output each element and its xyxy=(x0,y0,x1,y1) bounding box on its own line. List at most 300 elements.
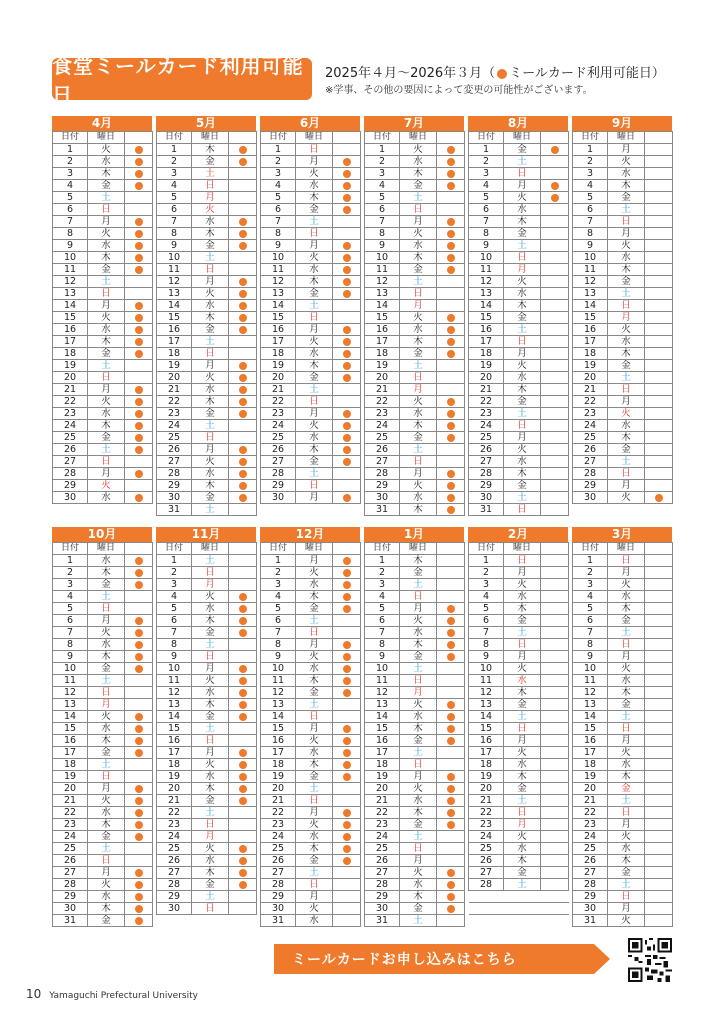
table-row xyxy=(365,204,465,216)
meal-available-dot xyxy=(135,581,143,589)
day-number: 27 xyxy=(365,867,400,879)
day-number: 8 xyxy=(469,639,504,651)
weekday: 水 xyxy=(608,336,645,348)
day-number: 11 xyxy=(469,264,504,276)
table-row xyxy=(365,663,465,675)
day-number: 19 xyxy=(157,360,192,372)
table-row xyxy=(157,735,257,747)
meal-marker xyxy=(125,300,153,312)
weekday: 木 xyxy=(88,252,125,264)
meal-available-dot xyxy=(447,785,455,793)
month-calendar xyxy=(468,116,568,516)
meal-marker xyxy=(541,396,569,408)
table-row xyxy=(157,276,257,288)
meal-marker xyxy=(645,615,673,627)
weekday: 金 xyxy=(192,492,229,504)
table-row xyxy=(261,807,361,819)
table-row xyxy=(365,807,465,819)
weekday: 火 xyxy=(192,372,229,384)
table-row xyxy=(365,639,465,651)
day-number: 30 xyxy=(365,903,400,915)
meal-available-dot xyxy=(447,701,455,709)
weekday: 火 xyxy=(88,879,125,891)
table-row xyxy=(261,456,361,468)
weekday xyxy=(608,504,645,516)
day-number: 16 xyxy=(573,324,608,336)
meal-marker xyxy=(437,771,465,783)
meal-marker xyxy=(437,348,465,360)
weekday: 土 xyxy=(608,795,645,807)
weekday: 月 xyxy=(192,579,229,591)
table-row xyxy=(53,336,153,348)
meal-available-dot xyxy=(239,881,247,889)
weekday: 日 xyxy=(192,348,229,360)
day-number: 10 xyxy=(469,663,504,675)
weekday: 土 xyxy=(192,891,229,903)
meal-marker xyxy=(333,567,361,579)
day-number: 11 xyxy=(261,675,296,687)
day-number: 16 xyxy=(261,735,296,747)
table-row xyxy=(573,795,673,807)
weekday: 金 xyxy=(504,396,541,408)
meal-marker xyxy=(333,555,361,567)
day-number: 19 xyxy=(365,771,400,783)
day-number: 26 xyxy=(365,855,400,867)
qr-code-icon[interactable] xyxy=(628,938,672,982)
meal-marker xyxy=(437,783,465,795)
weekday: 水 xyxy=(88,807,125,819)
weekday: 木 xyxy=(88,168,125,180)
day-number: 30 xyxy=(261,492,296,504)
meal-available-dot xyxy=(135,833,143,841)
weekday: 金 xyxy=(88,264,125,276)
day-number: 19 xyxy=(157,771,192,783)
table-row xyxy=(53,819,153,831)
meal-marker xyxy=(333,651,361,663)
table-row xyxy=(157,783,257,795)
weekday: 木 xyxy=(88,903,125,915)
table-row xyxy=(157,264,257,276)
weekday: 水 xyxy=(504,456,541,468)
table-row xyxy=(53,903,153,915)
meal-available-dot xyxy=(447,182,455,190)
meal-available-dot xyxy=(239,677,247,685)
weekday-column-header: 曜日 xyxy=(192,132,229,144)
weekday: 木 xyxy=(192,144,229,156)
weekday: 土 xyxy=(400,444,437,456)
meal-marker xyxy=(541,699,569,711)
table-row xyxy=(53,144,153,156)
meal-marker xyxy=(125,384,153,396)
day-number: 5 xyxy=(157,603,192,615)
weekday: 月 xyxy=(296,639,333,651)
weekday: 日 xyxy=(400,843,437,855)
meal-marker xyxy=(645,867,673,879)
day-number: 15 xyxy=(261,312,296,324)
meal-card-application-button[interactable]: ミールカードお申し込みはこちら xyxy=(274,944,594,974)
table-row xyxy=(365,771,465,783)
weekday: 木 xyxy=(296,444,333,456)
meal-marker xyxy=(541,651,569,663)
meal-available-dot xyxy=(343,290,351,298)
weekday: 火 xyxy=(400,699,437,711)
table-row xyxy=(157,216,257,228)
meal-available-dot xyxy=(447,506,455,514)
meal-marker xyxy=(645,480,673,492)
meal-available-dot xyxy=(343,557,351,565)
weekday: 日 xyxy=(504,336,541,348)
meal-marker xyxy=(229,276,257,288)
meal-available-dot xyxy=(135,434,143,442)
meal-available-dot xyxy=(447,893,455,901)
day-number: 23 xyxy=(261,408,296,420)
meal-available-dot xyxy=(343,446,351,454)
meal-marker xyxy=(229,603,257,615)
table-row xyxy=(573,915,673,927)
table-row xyxy=(469,795,569,807)
meal-marker xyxy=(437,420,465,432)
weekday: 水 xyxy=(296,348,333,360)
table-row xyxy=(261,579,361,591)
meal-available-dot xyxy=(343,761,351,769)
page-title: 食堂ミールカード利用可能日 xyxy=(52,58,312,100)
meal-available-dot xyxy=(135,869,143,877)
table-row xyxy=(53,639,153,651)
meal-marker xyxy=(541,687,569,699)
table-row xyxy=(53,168,153,180)
meal-available-dot xyxy=(239,785,247,793)
table-row xyxy=(365,855,465,867)
table-row xyxy=(573,843,673,855)
day-number: 1 xyxy=(157,144,192,156)
weekday: 金 xyxy=(88,348,125,360)
weekday: 土 xyxy=(608,288,645,300)
meal-marker xyxy=(541,639,569,651)
weekday: 土 xyxy=(504,492,541,504)
table-row xyxy=(53,855,153,867)
day-number: 6 xyxy=(157,204,192,216)
date-column-header: 日付 xyxy=(261,132,296,144)
weekday: 土 xyxy=(192,807,229,819)
weekday: 木 xyxy=(88,735,125,747)
meal-marker xyxy=(125,192,153,204)
table-row xyxy=(261,783,361,795)
table-row xyxy=(573,555,673,567)
meal-marker xyxy=(229,915,257,927)
table-row xyxy=(53,408,153,420)
meal-marker xyxy=(645,663,673,675)
meal-marker xyxy=(645,288,673,300)
table-row xyxy=(157,168,257,180)
day-number: 24 xyxy=(469,831,504,843)
weekday: 木 xyxy=(608,264,645,276)
day-number: 17 xyxy=(157,747,192,759)
table-row xyxy=(261,336,361,348)
table-row xyxy=(53,420,153,432)
meal-marker xyxy=(333,807,361,819)
meal-marker xyxy=(125,492,153,504)
table-row xyxy=(53,324,153,336)
table-row xyxy=(53,240,153,252)
table-row xyxy=(261,627,361,639)
meal-marker xyxy=(437,180,465,192)
page-number: 10 xyxy=(26,987,42,1001)
day-number: 24 xyxy=(573,420,608,432)
weekday: 日 xyxy=(296,627,333,639)
table-row xyxy=(573,831,673,843)
meal-marker xyxy=(229,144,257,156)
day-number: 13 xyxy=(469,288,504,300)
meal-marker xyxy=(229,324,257,336)
day-number: 27 xyxy=(261,456,296,468)
weekday: 水 xyxy=(296,663,333,675)
table-row xyxy=(573,228,673,240)
meal-available-dot xyxy=(135,629,143,637)
meal-marker xyxy=(437,372,465,384)
meal-marker xyxy=(229,711,257,723)
table-row xyxy=(365,276,465,288)
month-header: 4月 xyxy=(52,116,152,131)
meal-marker xyxy=(125,312,153,324)
day-number: 22 xyxy=(365,807,400,819)
meal-marker xyxy=(541,831,569,843)
table-row xyxy=(261,468,361,480)
meal-marker xyxy=(645,747,673,759)
weekday: 土 xyxy=(88,843,125,855)
day-number: 18 xyxy=(365,759,400,771)
meal-available-dot xyxy=(239,857,247,865)
weekday: 土 xyxy=(88,675,125,687)
meal-marker xyxy=(541,735,569,747)
meal-marker xyxy=(437,915,465,927)
day-number: 13 xyxy=(573,288,608,300)
meal-marker xyxy=(645,699,673,711)
table-row xyxy=(573,168,673,180)
meal-marker xyxy=(333,663,361,675)
meal-marker xyxy=(645,396,673,408)
meal-marker xyxy=(333,432,361,444)
meal-marker xyxy=(437,240,465,252)
day-number: 9 xyxy=(365,651,400,663)
day-number: 11 xyxy=(365,675,400,687)
table-row xyxy=(261,156,361,168)
table-row xyxy=(157,312,257,324)
meal-available-dot xyxy=(343,206,351,214)
day-number: 17 xyxy=(469,747,504,759)
table-row xyxy=(365,360,465,372)
weekday: 火 xyxy=(608,579,645,591)
meal-marker xyxy=(333,795,361,807)
weekday: 日 xyxy=(608,891,645,903)
meal-marker xyxy=(437,663,465,675)
table-row xyxy=(365,783,465,795)
day-number: 4 xyxy=(469,591,504,603)
meal-marker xyxy=(437,639,465,651)
weekday: 土 xyxy=(88,360,125,372)
table-row xyxy=(261,591,361,603)
meal-marker xyxy=(229,204,257,216)
weekday-column-header: 曜日 xyxy=(296,132,333,144)
table-row xyxy=(261,504,361,516)
meal-available-dot xyxy=(343,749,351,757)
month-header: 5月 xyxy=(156,116,256,131)
table-row xyxy=(157,468,257,480)
month-calendar xyxy=(156,527,256,927)
table-row xyxy=(365,420,465,432)
meal-column-header xyxy=(229,132,257,144)
weekday: 水 xyxy=(88,723,125,735)
weekday: 土 xyxy=(296,216,333,228)
day-number: 25 xyxy=(157,432,192,444)
day-number: 8 xyxy=(157,228,192,240)
meal-marker xyxy=(229,591,257,603)
day-number: 12 xyxy=(53,687,88,699)
weekday: 金 xyxy=(88,180,125,192)
table-row xyxy=(469,276,569,288)
weekday: 水 xyxy=(296,180,333,192)
table-row xyxy=(261,687,361,699)
weekday: 月 xyxy=(296,240,333,252)
day-number: 17 xyxy=(261,336,296,348)
meal-available-dot xyxy=(447,737,455,745)
table-row xyxy=(261,747,361,759)
table-row xyxy=(469,216,569,228)
day-number: 14 xyxy=(573,300,608,312)
day-number: 27 xyxy=(157,456,192,468)
day-number: 5 xyxy=(53,192,88,204)
table-row xyxy=(261,252,361,264)
meal-marker xyxy=(645,492,673,504)
meal-marker xyxy=(333,903,361,915)
meal-marker xyxy=(333,639,361,651)
meal-marker xyxy=(125,795,153,807)
table-row xyxy=(157,711,257,723)
table-row xyxy=(53,396,153,408)
weekday: 火 xyxy=(608,747,645,759)
day-number: 5 xyxy=(157,192,192,204)
weekday: 金 xyxy=(192,795,229,807)
meal-available-dot xyxy=(135,785,143,793)
table-row xyxy=(365,180,465,192)
day-number: 26 xyxy=(261,444,296,456)
table-row xyxy=(573,492,673,504)
weekday: 月 xyxy=(296,723,333,735)
day-number: 3 xyxy=(157,168,192,180)
weekday: 日 xyxy=(504,555,541,567)
day-number: 29 xyxy=(157,891,192,903)
meal-available-dot xyxy=(239,230,247,238)
weekday xyxy=(192,915,229,927)
day-number: 8 xyxy=(365,639,400,651)
table-row xyxy=(469,603,569,615)
weekday: 木 xyxy=(296,843,333,855)
date-column-header: 日付 xyxy=(573,543,608,555)
day-number: 1 xyxy=(365,144,400,156)
meal-available-dot xyxy=(447,410,455,418)
meal-marker xyxy=(125,264,153,276)
meal-marker xyxy=(541,300,569,312)
meal-marker xyxy=(125,168,153,180)
table-row xyxy=(365,372,465,384)
day-number: 22 xyxy=(469,396,504,408)
day-number: 17 xyxy=(469,336,504,348)
day-number: 27 xyxy=(53,456,88,468)
weekday: 日 xyxy=(400,288,437,300)
meal-marker xyxy=(437,747,465,759)
weekday: 月 xyxy=(296,324,333,336)
meal-marker xyxy=(437,819,465,831)
meal-available-dot xyxy=(343,242,351,250)
table-row xyxy=(469,843,569,855)
meal-marker xyxy=(437,324,465,336)
weekday: 土 xyxy=(88,276,125,288)
weekday: 木 xyxy=(296,360,333,372)
table-row xyxy=(53,192,153,204)
day-number: 14 xyxy=(157,711,192,723)
weekday: 金 xyxy=(88,831,125,843)
table-row xyxy=(53,771,153,783)
day-number: 5 xyxy=(573,603,608,615)
weekday: 月 xyxy=(504,180,541,192)
weekday: 木 xyxy=(400,420,437,432)
meal-available-dot xyxy=(447,482,455,490)
day-number: 6 xyxy=(365,615,400,627)
table-row xyxy=(261,276,361,288)
meal-available-dot xyxy=(135,338,143,346)
month-header: 2月 xyxy=(468,527,568,542)
weekday: 日 xyxy=(400,675,437,687)
day-number: 13 xyxy=(53,288,88,300)
table-row xyxy=(469,480,569,492)
weekday: 日 xyxy=(88,855,125,867)
meal-marker xyxy=(645,252,673,264)
day-number: 5 xyxy=(365,192,400,204)
table-row xyxy=(469,555,569,567)
weekday: 水 xyxy=(608,675,645,687)
meal-marker xyxy=(125,420,153,432)
weekday: 日 xyxy=(400,204,437,216)
day-number: 17 xyxy=(365,747,400,759)
day-number: 8 xyxy=(365,228,400,240)
weekday: 木 xyxy=(504,216,541,228)
table-row xyxy=(53,384,153,396)
meal-available-dot xyxy=(447,422,455,430)
weekday: 日 xyxy=(608,468,645,480)
meal-available-dot xyxy=(343,338,351,346)
meal-marker xyxy=(229,747,257,759)
meal-marker xyxy=(645,456,673,468)
table-row xyxy=(469,348,569,360)
meal-available-dot xyxy=(343,569,351,577)
meal-marker xyxy=(333,228,361,240)
day-number: 20 xyxy=(573,783,608,795)
meal-available-dot xyxy=(239,446,247,454)
day-number: 13 xyxy=(469,699,504,711)
meal-marker xyxy=(229,687,257,699)
weekday: 火 xyxy=(296,735,333,747)
table-row xyxy=(469,891,569,903)
day-number: 7 xyxy=(157,627,192,639)
day-number: 21 xyxy=(469,384,504,396)
weekday: 金 xyxy=(400,819,437,831)
day-number: 22 xyxy=(157,807,192,819)
subtitle-period: 2025年４月～2026年３月（ xyxy=(325,66,496,81)
table-row xyxy=(53,156,153,168)
meal-available-dot xyxy=(135,809,143,817)
weekday: 火 xyxy=(608,240,645,252)
weekday: 木 xyxy=(608,603,645,615)
meal-marker xyxy=(645,144,673,156)
